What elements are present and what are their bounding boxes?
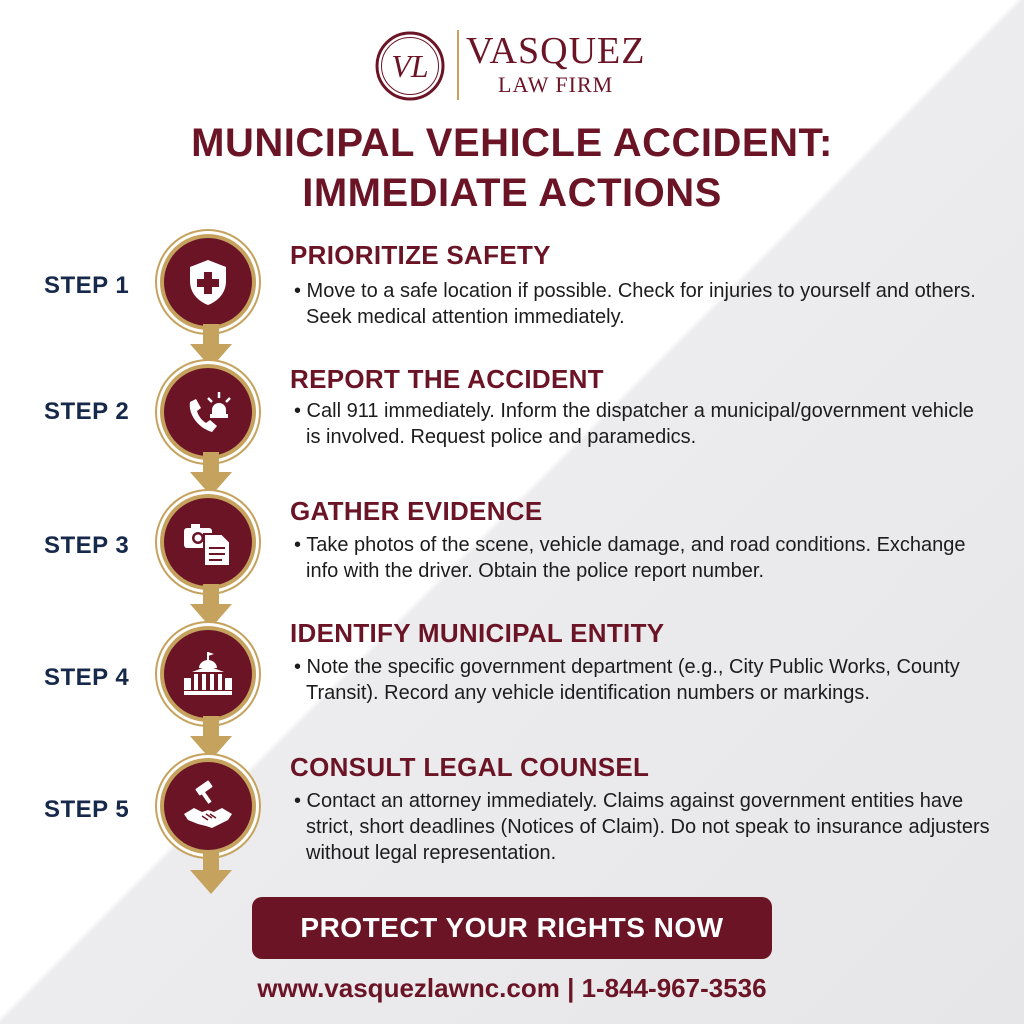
- step-4-badge: [160, 626, 256, 722]
- down-arrow-icon: [190, 324, 232, 368]
- protect-rights-button[interactable]: PROTECT YOUR RIGHTS NOW: [252, 897, 772, 959]
- shield-plus-icon: [182, 256, 234, 308]
- camera-document-icon: [182, 516, 234, 568]
- step-3-badge: [160, 494, 256, 590]
- step-heading: CONSULT LEGAL COUNSEL: [290, 752, 650, 782]
- step-heading: IDENTIFY MUNICIPAL ENTITY: [290, 618, 665, 648]
- down-arrow-icon: [190, 452, 232, 496]
- step-description: • Call 911 immediately. Inform the dispatcher a municipal/government vehicle is involved. Request police and paramedics.: [294, 400, 974, 448]
- step-label: STEP 2: [44, 398, 130, 425]
- contact-footer: www.vasquezlawnc.com | 1-844-967-3536: [257, 973, 767, 1003]
- step-label: STEP 5: [44, 796, 130, 823]
- title-line-2: IMMEDIATE ACTIONS: [302, 171, 722, 215]
- step-label: STEP 1: [44, 272, 130, 299]
- title-line-1: MUNICIPAL VEHICLE ACCIDENT:: [191, 121, 833, 165]
- step-label: STEP 4: [44, 664, 130, 691]
- gavel-handshake-icon: [182, 780, 234, 832]
- firm-name: VASQUEZ: [466, 30, 646, 72]
- phone-siren-icon: [182, 386, 234, 438]
- monogram-seal-icon: [374, 30, 446, 102]
- step-2-badge: [160, 364, 256, 460]
- step-heading: GATHER EVIDENCE: [290, 496, 543, 526]
- down-arrow-icon: [190, 850, 232, 894]
- down-arrow-icon: [190, 716, 232, 760]
- step-label: STEP 3: [44, 532, 130, 559]
- step-1-badge: [160, 234, 256, 330]
- step-heading: PRIORITIZE SAFETY: [290, 240, 551, 270]
- logo-monogram: VL: [391, 48, 429, 84]
- firm-logo: [374, 28, 664, 104]
- firm-subtitle: LAW FIRM: [498, 72, 614, 97]
- step-5-badge: [160, 758, 256, 854]
- step-description: • Move to a safe location if possible. Check for injuries to yourself and others. Seek medical attention immediately.: [294, 280, 976, 328]
- step-heading: REPORT THE ACCIDENT: [290, 364, 604, 394]
- page-title: [40, 118, 984, 218]
- step-description: • Take photos of the scene, vehicle damage, and road conditions. Exchange info with the driver. Obtain the police report number.: [294, 534, 966, 582]
- down-arrow-icon: [190, 584, 232, 628]
- step-description: • Contact an attorney immediately. Claims against government entities have strict, short deadlines (Notices of Claim). Do not speak to insurance adjusters without legal representation.: [294, 790, 990, 864]
- logo-divider: [457, 30, 459, 100]
- government-building-icon: [182, 648, 234, 700]
- step-description: • Note the specific government department (e.g., City Public Works, County Transit). Record any vehicle identification numbers or markings.: [294, 656, 960, 704]
